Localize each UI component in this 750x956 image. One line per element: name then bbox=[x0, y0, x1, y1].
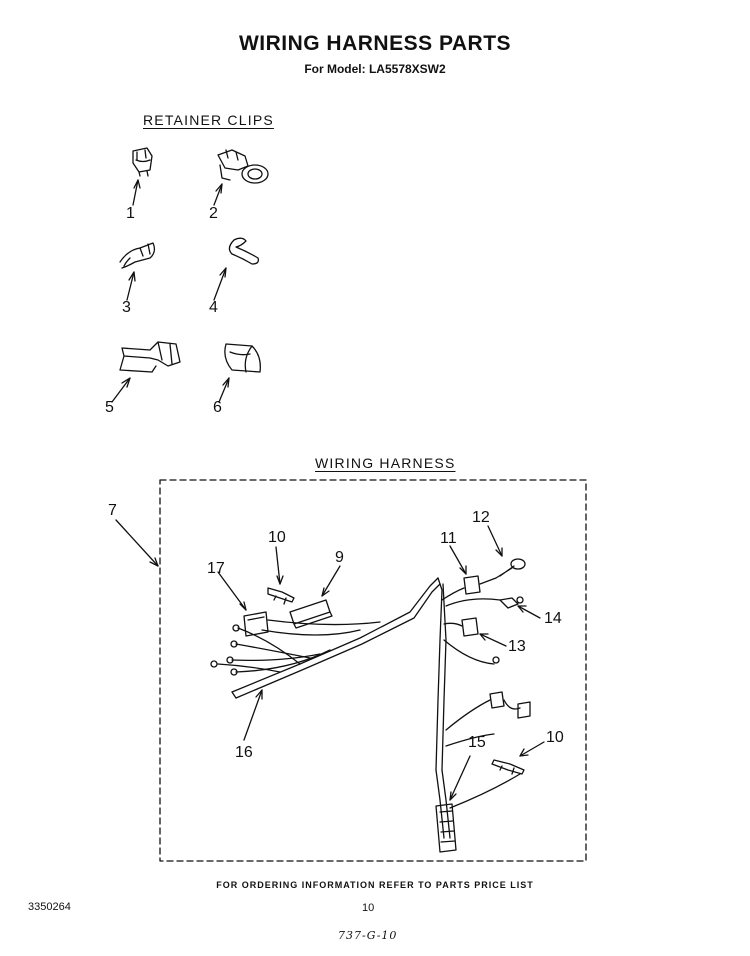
model-subtitle: For Model: LA5578XSW2 bbox=[304, 62, 446, 76]
leader-15 bbox=[450, 756, 470, 800]
leader-2 bbox=[214, 184, 222, 205]
page-number: 10 bbox=[362, 902, 375, 914]
retainer-clip-2 bbox=[218, 150, 268, 183]
leader-10-right bbox=[520, 742, 544, 756]
terminal-10-top bbox=[268, 588, 294, 604]
part-label-1: 1 bbox=[126, 205, 135, 222]
ring-terminals bbox=[211, 625, 239, 675]
connector-15 bbox=[436, 804, 456, 852]
part-label-9: 9 bbox=[335, 549, 344, 566]
part-label-3: 3 bbox=[122, 299, 131, 316]
retainer-clip-1 bbox=[133, 148, 152, 176]
part-label-11: 11 bbox=[440, 530, 457, 547]
leader-6 bbox=[219, 378, 229, 402]
part-label-6: 6 bbox=[213, 399, 222, 416]
terminal-12 bbox=[496, 559, 525, 578]
connector-13 bbox=[444, 618, 499, 664]
leader-4 bbox=[214, 268, 226, 300]
part-label-7: 7 bbox=[108, 502, 117, 519]
part-label-10-right: 10 bbox=[546, 729, 564, 746]
leader-16 bbox=[244, 690, 262, 740]
page-title: WIRING HARNESS PARTS bbox=[238, 32, 512, 55]
part-label-5: 5 bbox=[105, 399, 114, 416]
part-label-16: 16 bbox=[235, 744, 253, 761]
part-label-17: 17 bbox=[207, 560, 225, 577]
harness-right-branch bbox=[446, 692, 530, 746]
leader-14 bbox=[518, 606, 540, 618]
part-label-15: 15 bbox=[468, 734, 486, 751]
harness-trunk bbox=[232, 578, 450, 838]
part-label-10-top: 10 bbox=[268, 529, 286, 546]
retainer-clip-5 bbox=[120, 342, 180, 372]
ordering-note: FOR ORDERING INFORMATION REFER TO PARTS PRICE LIST bbox=[216, 880, 534, 890]
connector-11 bbox=[442, 576, 496, 600]
leader-3 bbox=[127, 272, 135, 300]
wire-16 bbox=[232, 692, 236, 698]
leader-7 bbox=[116, 520, 158, 566]
document-number: 3350264 bbox=[28, 901, 71, 913]
leader-10-top bbox=[276, 547, 283, 584]
leader-9 bbox=[322, 566, 340, 596]
leader-17 bbox=[218, 572, 246, 610]
wiring-harness-heading: WIRING HARNESS bbox=[315, 455, 456, 471]
harness-border bbox=[160, 480, 586, 861]
part-label-4: 4 bbox=[209, 299, 218, 316]
retainer-clips-heading: RETAINER CLIPS bbox=[143, 112, 274, 128]
leader-11 bbox=[450, 546, 466, 574]
retainer-clip-3 bbox=[120, 243, 154, 268]
leader-13 bbox=[480, 634, 506, 646]
leader-12 bbox=[488, 526, 502, 556]
part-label-14: 14 bbox=[544, 610, 562, 627]
handwritten-note: 737-G-10 bbox=[338, 929, 398, 942]
part-label-13: 13 bbox=[508, 638, 526, 655]
part-label-2: 2 bbox=[209, 205, 218, 222]
leader-1 bbox=[133, 180, 140, 205]
terminal-10-right bbox=[450, 760, 524, 808]
connector-14 bbox=[446, 597, 523, 608]
retainer-clip-4 bbox=[229, 238, 258, 264]
leader-5 bbox=[112, 378, 130, 402]
retainer-clip-6 bbox=[225, 344, 260, 372]
part-label-12: 12 bbox=[472, 509, 490, 526]
